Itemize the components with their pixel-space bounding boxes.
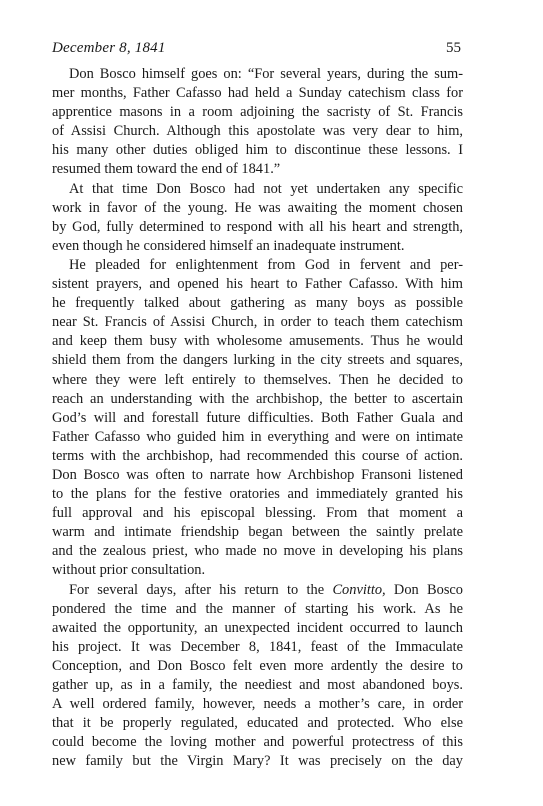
text-line: warm and intimate friendship began between the saintly prelate — [52, 524, 463, 541]
text-line: his many other duties obliged him to discontinue these lessons. I — [52, 142, 463, 159]
text-line: of Assisi Church. Although this apostolate was very dear to him, — [52, 123, 463, 140]
text-line: and the zealous priest, who made no move in developing his plans — [52, 543, 463, 560]
text-line: Don Bosco was often to narrate how Archbishop Fransoni listened — [52, 466, 463, 483]
text-line: his project. It was December 8, 1841, feast of the Immaculate — [52, 638, 463, 655]
text-line: work in favor of the young. He was awaiting the moment chosen — [52, 199, 463, 216]
paragraph — [52, 581, 463, 772]
text-line: reach an understanding with the archbishop, the better to ascertain — [52, 390, 463, 407]
text-line: resumed them toward the end of 1841.” — [52, 161, 281, 178]
text-line: even though he considered himself an inadequate instrument. — [52, 237, 405, 254]
text-line: God’s will and forestall future difficulties. Both Father Guala and — [52, 409, 463, 426]
text-line: full approval and his episcopal blessing. From that moment a — [52, 505, 463, 522]
text-line: sistent prayers, and opened his heart to Father Cafasso. With him — [52, 276, 463, 293]
text-line: shield them from the dangers lurking in the city streets and squares, — [52, 352, 463, 369]
text-line: awaited the opportunity, an unexpected incident occurred to launch — [52, 619, 463, 636]
text-line: Conception, and Don Bosco felt even more ardently the desire to — [52, 657, 463, 674]
running-head — [52, 38, 463, 58]
text-line: new family but the Virgin Mary? It was precisely on the day — [52, 753, 463, 770]
text-line: could become the loving mother and powerful protectress of this — [52, 734, 463, 751]
text-line: near St. Francis of Assisi Church, in order to teach them catechism — [52, 314, 463, 331]
text-line: gather up, as in a family, the neediest and most abandoned boys. — [52, 677, 463, 693]
body-text — [52, 65, 463, 771]
text-line: that it be properly regulated, educated and protected. Who else — [52, 715, 463, 732]
text-line: to the plans for the festive oratories and immediately granted his — [52, 486, 463, 503]
text-line: pondered the time and the manner of starting his work. As he — [52, 600, 463, 617]
text-line: apprentice masons in a room adjoining the sacristy of St. Francis — [52, 104, 463, 121]
text-line: At that time Don Bosco had not yet undertaken any specific — [69, 180, 463, 197]
text-line: Father Cafasso who guided him in everything and were on intimate — [52, 428, 463, 445]
text-line: where they were left entirely to themselves. Then he decided to — [52, 371, 463, 388]
text-line: without prior consultation. — [52, 562, 206, 579]
book-page — [52, 38, 463, 771]
paragraph — [52, 65, 463, 180]
paragraph — [52, 256, 463, 581]
text-line: mer months, Father Cafasso had held a Sunday catechism class for — [52, 85, 463, 102]
page-number: 55 — [446, 40, 461, 56]
text-line: he frequently talked about gathering as many boys as possible — [52, 295, 463, 312]
text-line: A well ordered family, however, needs a mother’s care, in order — [52, 696, 463, 713]
text-line: For several days, after his return to the Convitto, Don Bosco — [69, 581, 463, 598]
text-line: He pleaded for enlightenment from God in fervent and per- — [69, 256, 463, 273]
paragraph — [52, 180, 463, 256]
text-line: by God, fully determined to respond with all his heart and strength, — [52, 218, 463, 235]
running-head-date: December 8, 1841 — [52, 40, 166, 56]
text-line: terms with the archbishop, had recommended this course of action. — [52, 447, 463, 464]
text-line: and keep them busy with wholesome amusements. Thus he would — [52, 333, 463, 350]
text-line: Don Bosco himself goes on: “For several years, during the sum- — [69, 66, 463, 82]
